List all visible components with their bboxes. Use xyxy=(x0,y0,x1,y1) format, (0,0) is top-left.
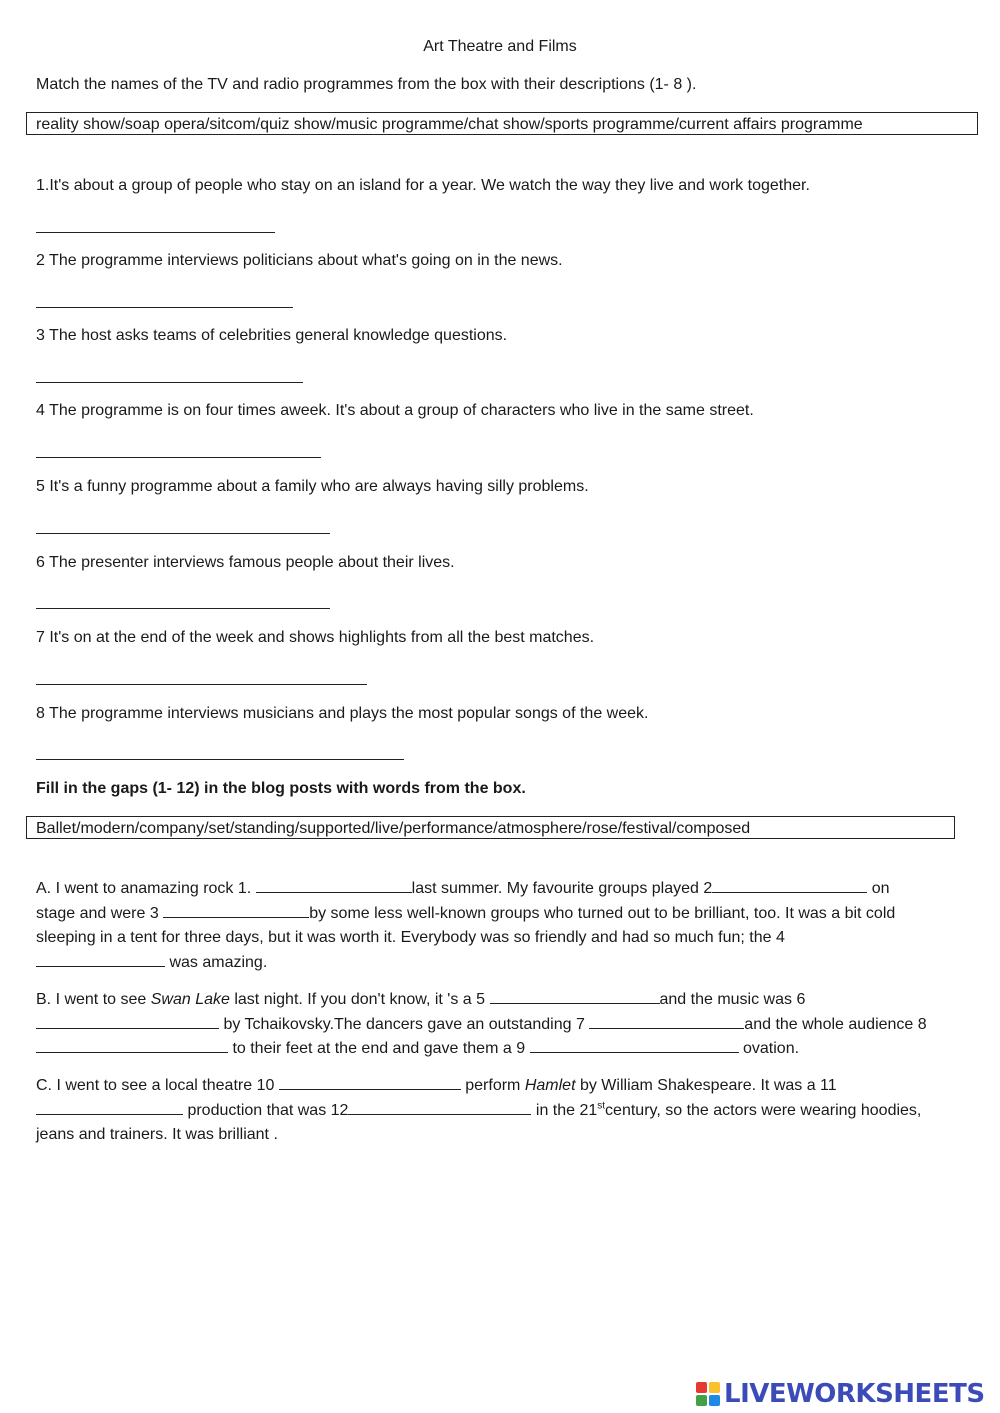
post-c-text: by William Shakespeare. It was a 11 xyxy=(575,1077,837,1094)
programme-word-box: reality show/soap opera/sitcom/quiz show/music programme/chat show/sports programme/current affairs programme xyxy=(26,112,978,135)
section1-instruction: Match the names of the TV and radio programmes from the box with their descriptions (1- 8 ). xyxy=(36,76,697,93)
answer-2-field[interactable] xyxy=(36,293,293,307)
logo-text: LIVEWORKSHEETS xyxy=(724,1379,985,1409)
post-a-text: was amazing. xyxy=(165,953,268,971)
post-b-text: ovation. xyxy=(738,1040,800,1057)
post-c-title: Hamlet xyxy=(524,1077,576,1094)
blog-post-a xyxy=(36,877,976,975)
answer-8-field[interactable] xyxy=(36,745,404,759)
post-b-text: and the music was 6 xyxy=(659,991,806,1008)
answer-5-field[interactable] xyxy=(36,519,330,533)
gap-8-field[interactable] xyxy=(36,1038,228,1053)
post-c-text: century, so the actors were wearing hoodies, xyxy=(605,1101,922,1119)
post-a-text: last summer. My favourite groups played 2 xyxy=(411,880,713,897)
post-b-text: and the whole audience 8 xyxy=(744,1015,927,1033)
gap-10-field[interactable] xyxy=(279,1075,461,1090)
answer-1-field[interactable] xyxy=(36,218,275,232)
post-b-text: last night. If you don't know, it 's a 5 xyxy=(229,991,490,1008)
question-2: 2 The programme interviews politicians about what's going on in the news. xyxy=(36,252,563,269)
page-title: Art Theatre and Films xyxy=(423,38,577,55)
gap-4-field[interactable] xyxy=(36,952,165,967)
gap-2-field[interactable] xyxy=(712,878,867,893)
gap-1-field[interactable] xyxy=(256,878,412,893)
question-8: 8 The programme interviews musicians and plays the most popular songs of the week. xyxy=(36,705,649,722)
post-c-text: in the 21 xyxy=(531,1101,598,1119)
post-a-text: stage and were 3 xyxy=(36,904,164,922)
post-b-title: Swan Lake xyxy=(150,991,230,1008)
blog-post-b xyxy=(36,988,976,1062)
gap-3-field[interactable] xyxy=(163,903,309,918)
liveworksheets-logo[interactable] xyxy=(696,1379,985,1409)
question-5: 5 It's a funny programme about a family who are always having silly problems. xyxy=(36,478,589,495)
post-a-text: by some less well-known groups who turned out to be brilliant, too. It was a bit cold xyxy=(309,904,896,922)
post-c-text: production that was 12 xyxy=(183,1101,349,1119)
post-c-text: perform xyxy=(460,1077,525,1094)
answer-7-field[interactable] xyxy=(36,670,367,684)
post-a-text: on xyxy=(867,880,890,897)
post-a-text: A. I went to anamazing rock 1. xyxy=(36,880,256,897)
gap-6-field[interactable] xyxy=(36,1014,219,1029)
gap-9-field[interactable] xyxy=(530,1038,739,1053)
gap-5-field[interactable] xyxy=(490,989,660,1004)
answer-6-field[interactable] xyxy=(36,594,330,608)
section2-instruction: Fill in the gaps (1- 12) in the blog posts with words from the box. xyxy=(36,780,526,797)
gap-12-field[interactable] xyxy=(348,1100,531,1115)
gap-7-field[interactable] xyxy=(589,1014,744,1029)
question-1: 1.It's about a group of people who stay on an island for a year. We watch the way they live and work together. xyxy=(36,177,810,194)
post-b-text: by Tchaikovsky.The dancers gave an outstanding 7 xyxy=(219,1015,590,1033)
ordinal-suffix: st xyxy=(597,1100,606,1112)
question-3: 3 The host asks teams of celebrities general knowledge questions. xyxy=(36,327,508,344)
blog-word-box: Ballet/modern/company/set/standing/supported/live/performance/atmosphere/rose/festival/composed xyxy=(26,816,955,839)
blog-post-c xyxy=(36,1074,976,1148)
post-c-text: C. I went to see a local theatre 10 xyxy=(36,1077,279,1094)
answer-4-field[interactable] xyxy=(36,443,321,457)
post-c-text: jeans and trainers. It was brilliant . xyxy=(36,1126,278,1143)
question-7: 7 It's on at the end of the week and shows highlights from all the best matches. xyxy=(36,629,595,646)
question-4: 4 The programme is on four times aweek. It's about a group of characters who live in the same street. xyxy=(36,402,754,419)
question-6: 6 The presenter interviews famous people about their lives. xyxy=(36,554,455,571)
gap-11-field[interactable] xyxy=(36,1100,183,1115)
post-b-text: B. I went to see xyxy=(36,991,151,1008)
answer-3-field[interactable] xyxy=(36,368,303,382)
post-a-text: sleeping in a tent for three days, but it was worth it. Everybody was so friendly and had so much fun; the 4 xyxy=(36,929,785,946)
logo-squares-icon xyxy=(696,1382,720,1406)
post-b-text: to their feet at the end and gave them a 9 xyxy=(228,1040,530,1057)
